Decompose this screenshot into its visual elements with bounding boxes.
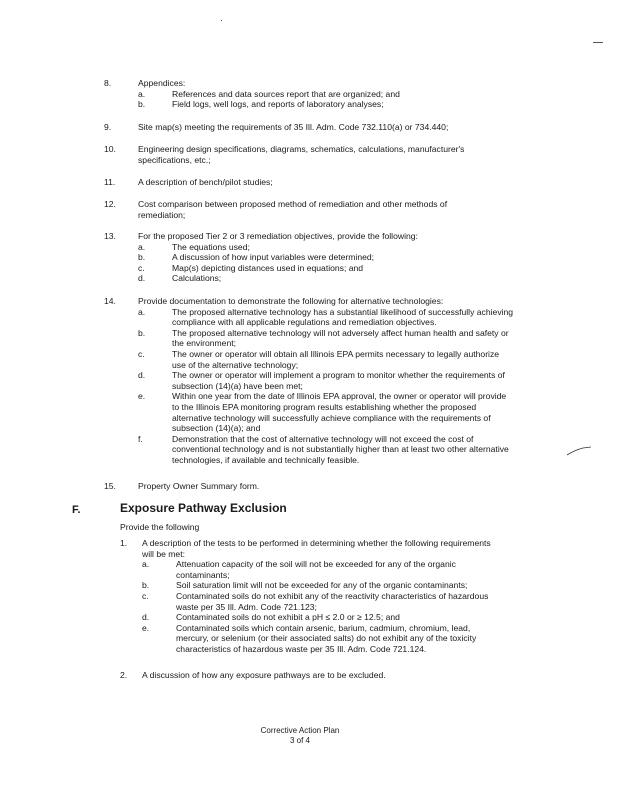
section-title: Exposure Pathway Exclusion: [120, 501, 287, 515]
sub-item-label: b.: [138, 252, 146, 263]
sub-item-text: Soil saturation limit will not be exceeded for any of the organic contaminants;: [176, 580, 468, 591]
sub-item-label: b.: [138, 99, 146, 110]
item-number: 8.: [104, 78, 112, 88]
sub-item: [138, 307, 514, 328]
sub-item-text: Calculations;: [172, 273, 222, 284]
sub-item-label: b.: [138, 327, 146, 338]
sub-item-text: The equations used;: [172, 241, 250, 252]
sub-item: [138, 434, 514, 466]
sub-item-label: b.: [142, 580, 150, 591]
sub-item: [138, 328, 514, 349]
sub-item: [142, 591, 502, 612]
sub-item-label: a.: [138, 306, 146, 317]
item-text: A discussion of how any exposure pathways are to be excluded.: [142, 670, 386, 680]
sub-item: [138, 242, 508, 253]
sub-item-text: Contaminated soils do not exhibit a pH ≤ 2.0 or ≥ 12.5; and: [176, 612, 400, 623]
footer-page-number: 3 of 4: [289, 736, 310, 745]
sub-item-text: The proposed alternative technology will not adversely affect human health and safety or the environment;: [172, 327, 509, 349]
sub-item-label: d.: [138, 370, 146, 381]
sub-item-text: The proposed alternative technology has a substantial likelihood of successfully achieving compliance with all applicable regulations and remediation objectives.: [172, 306, 514, 328]
item-text: For the proposed Tier 2 or 3 remediation objectives, provide the following:: [138, 231, 418, 241]
scan-mark: [593, 42, 603, 43]
item-number: 9.: [104, 122, 112, 132]
sub-item-text: Map(s) depicting distances used in equations; and: [172, 262, 364, 273]
sub-item-text: The owner or operator will obtain all Illinois EPA permits necessary to legally authorize use of the alternative technology;: [172, 348, 500, 370]
sub-item-text: Within one year from the date of Illinois EPA approval, the owner or operator will provide to the Illinois EPA monitoring program results establishing whether the proposed alternative technology will successfully achieve compliance with the requirements of subsection (14)(a); and: [172, 391, 507, 434]
item-number: 11.: [104, 177, 116, 187]
scan-dot: [221, 20, 222, 21]
item-number: 2.: [120, 670, 128, 680]
item-number: 1.: [120, 538, 128, 548]
item-text: Site map(s) meeting the requirements of 35 Ill. Adm. Code 732.110(a) or 734.440;: [138, 122, 449, 132]
sub-item-text: References and data sources report that are organized; and: [172, 88, 400, 99]
sub-item-text: Contaminated soils which contain arsenic, barium, cadmium, chromium, lead, mercury, or selenium (or their associated salts) do not exhibit any of the toxicity characteristics of hazardous waste per 35 Ill. Adm. Code 721.124.: [176, 622, 477, 654]
sub-item: [138, 370, 514, 391]
item-text: Provide documentation to demonstrate the following for alternative technologies:: [138, 296, 444, 306]
sub-item-label: a.: [142, 559, 150, 570]
sub-item: [142, 580, 502, 591]
item-text: A description of bench/pilot studies;: [138, 177, 273, 187]
section-intro: Provide the following: [120, 522, 200, 532]
sub-item: [138, 99, 478, 110]
section-letter: F.: [72, 504, 81, 516]
sub-item-label: c.: [138, 262, 145, 273]
sub-item-text: Demonstration that the cost of alternative technology will not exceed the cost of conventional technology and is not substantially higher than at least two other alternative technologies, if available and technically feasible.: [172, 433, 509, 465]
item-text: Engineering design specifications, diagrams, schematics, calculations, manufacturer's specifications, etc.;: [138, 144, 465, 165]
sub-item-label: e.: [138, 391, 146, 402]
sub-item-label: f.: [138, 433, 143, 444]
sub-item-label: c.: [142, 590, 149, 601]
sub-item-label: e.: [142, 622, 150, 633]
sub-item: [138, 89, 478, 100]
sub-item: [138, 273, 508, 284]
sub-item-label: a.: [138, 241, 146, 252]
sub-item-text: Attenuation capacity of the soil will not be exceeded for any of the organic contaminants;: [176, 559, 456, 580]
sub-item: [138, 263, 508, 274]
sub-item: [138, 391, 514, 433]
item-text: Property Owner Summary form.: [138, 481, 260, 491]
item-number: 13.: [104, 231, 116, 241]
sub-item-text: A discussion of how input variables were determined;: [172, 252, 375, 263]
item-number: 12.: [104, 199, 116, 209]
sub-item-label: d.: [138, 273, 146, 284]
item-text: A description of the tests to be performed in determining whether the following requirements will be met:: [142, 538, 491, 559]
sub-item-label: c.: [138, 348, 145, 359]
footer-title: Corrective Action Plan: [260, 726, 340, 735]
sub-item-text: Field logs, well logs, and reports of laboratory analyses;: [172, 99, 384, 110]
sub-item-text: The owner or operator will implement a program to monitor whether the requirements of subsection (14)(a) have been met;: [172, 370, 505, 391]
item-text: Cost comparison between proposed method of remediation and other methods of remediation;: [138, 199, 448, 220]
sub-item-text: Contaminated soils do not exhibit any of the reactivity characteristics of hazardous waste per 35 Ill. Adm. Code 721.123;: [176, 590, 489, 612]
item-number: 10.: [104, 144, 116, 154]
sub-item: [142, 623, 502, 655]
sub-item-label: d.: [142, 612, 150, 623]
item-number: 14.: [104, 296, 116, 306]
item-number: 15.: [104, 481, 116, 491]
sub-item-label: a.: [138, 88, 146, 99]
sub-item: [142, 612, 502, 623]
item-text: Appendices:: [138, 78, 186, 88]
sub-item: [138, 349, 514, 370]
sub-item: [138, 252, 508, 263]
margin-pen-mark: [565, 444, 593, 458]
sub-item: [142, 559, 502, 580]
